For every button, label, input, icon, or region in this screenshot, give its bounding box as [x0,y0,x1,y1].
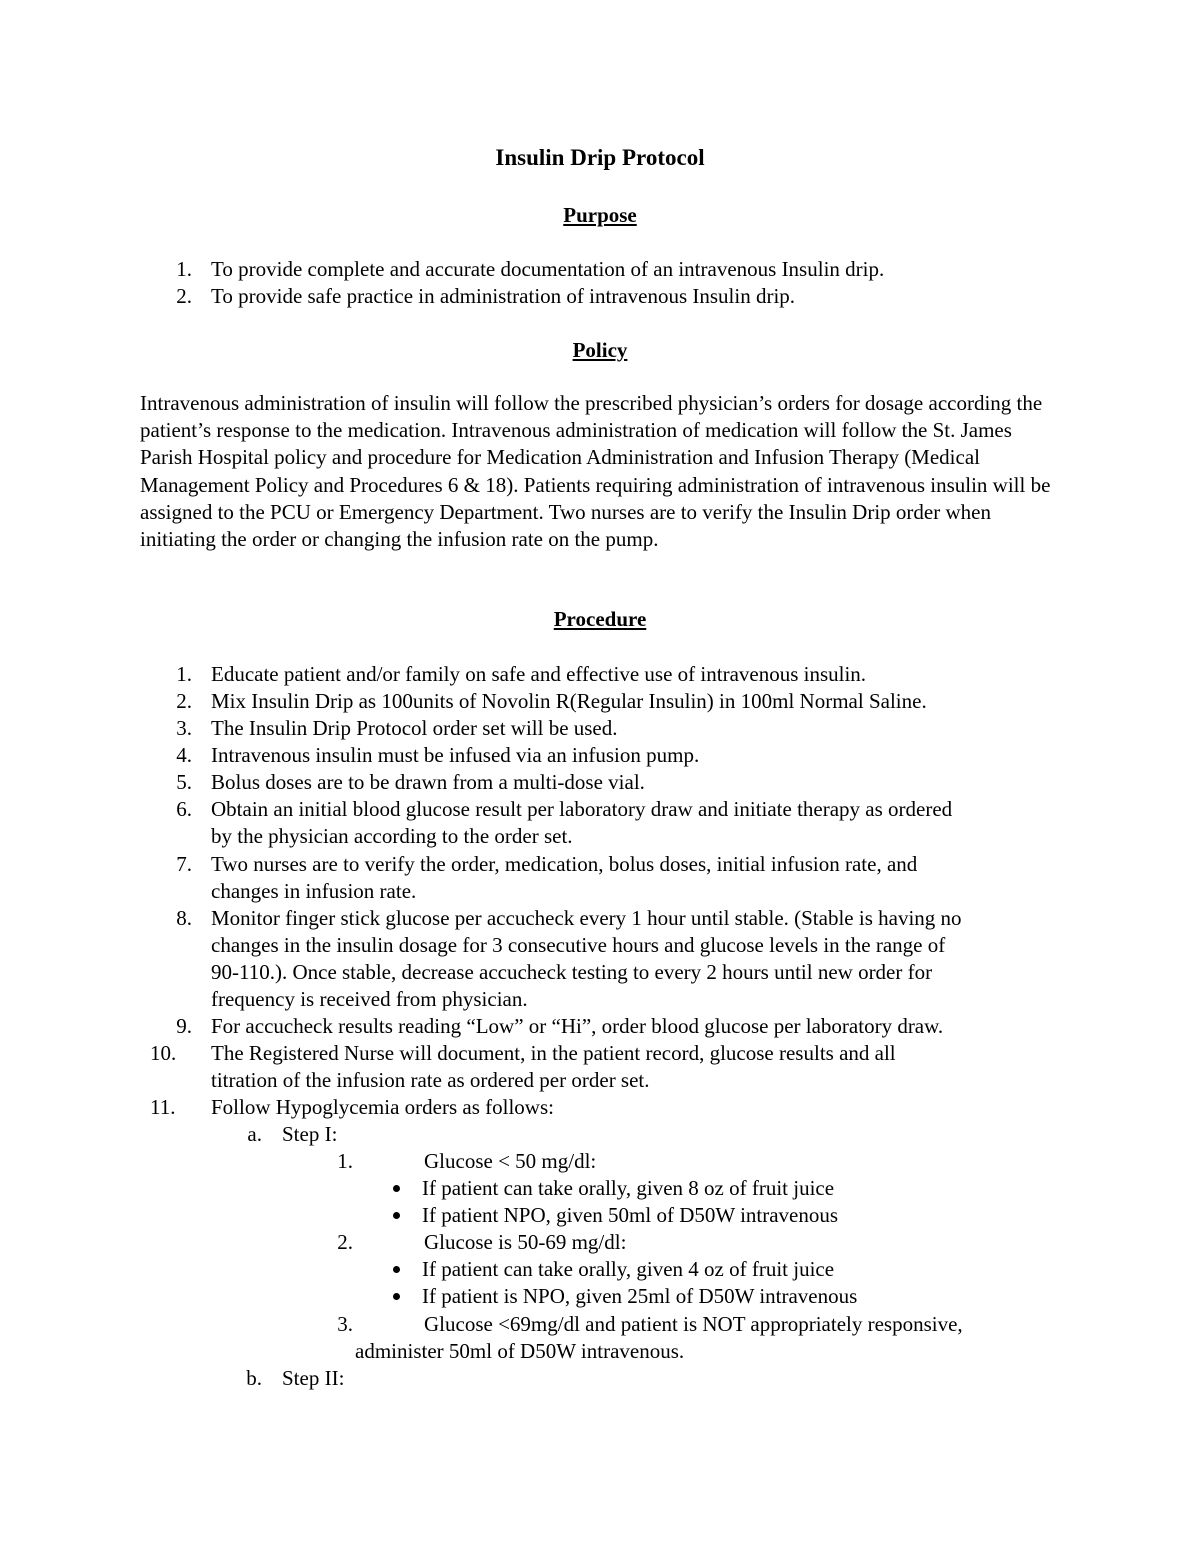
procedure-item-number: 5. [176,770,192,794]
purpose-item-number: 1. [176,257,192,281]
procedure-item-number: 1. [176,662,192,686]
sub-step-number: 1. [337,1149,353,1173]
procedure-item-number: 8. [176,906,192,930]
sub-step-text-continued: administer 50ml of D50W intravenous. [355,1339,685,1363]
bullet-icon [393,1212,400,1219]
procedure-item-number: 3. [176,716,192,740]
purpose-heading: Purpose [563,203,637,227]
policy-paragraph: Intravenous administration of insulin will follow the prescribed physician’s orders for dosage according the patient’s response to the medication. Intravenous administration of medication will follow the St. James Parish Hospital policy and procedure for Medication Administration and Infusion Therapy (Medical Management Policy and Procedures 6 & 18). Patients requiring administration of intravenous insulin will be assigned to the PCU or Emergency Department. Two nurses are to verify the Insulin Drip order when initiating the order or changing the infusion rate on the pump. [140,391,1051,552]
procedure-item-text: Educate patient and/or family on safe and effective use of intravenous insulin. [211,662,867,686]
procedure-item-text: by the physician according to the order set. [211,824,573,848]
procedure-item-text: Intravenous insulin must be infused via an infusion pump. [211,743,700,767]
procedure-item-number: 6. [176,797,192,821]
sub-step-number: 2. [337,1230,353,1254]
sub-step-text: Glucose < 50 mg/dl: [424,1149,597,1173]
purpose-item-text: To provide complete and accurate documentation of an intravenous Insulin drip. [211,257,885,281]
procedure-item-text: titration of the infusion rate as ordered per order set. [211,1068,650,1092]
procedure-item-number: 7. [176,852,192,876]
procedure-heading: Procedure [553,607,647,631]
procedure-item-number: 2. [176,689,192,713]
procedure-item-number: 11. [150,1095,176,1119]
bullet-text: If patient can take orally, given 8 oz of fruit juice [422,1176,835,1200]
procedure-item-text: Obtain an initial blood glucose result per laboratory draw and initiate therapy as ordered [211,797,953,821]
page-title: Insulin Drip Protocol [495,145,705,170]
procedure-item-text: 90-110.). Once stable, decrease accucheck testing to every 2 hours until new order for [211,960,933,984]
bullet-icon [393,1185,400,1192]
procedure-item-text: Follow Hypoglycemia orders as follows: [211,1095,554,1119]
step-text: Step I: [282,1122,338,1146]
procedure-item-text: The Registered Nurse will document, in the patient record, glucose results and all [211,1041,896,1065]
step-text: Step II: [282,1366,345,1390]
purpose-item-text: To provide safe practice in administration of intravenous Insulin drip. [211,284,796,308]
procedure-item-text: frequency is received from physician. [211,987,528,1011]
bullet-text: If patient can take orally, given 4 oz of fruit juice [422,1257,835,1281]
sub-step-text: Glucose <69mg/dl and patient is NOT appropriately responsive, [424,1312,963,1336]
procedure-item-text: changes in the insulin dosage for 3 consecutive hours and glucose levels in the range of [211,933,946,957]
bullet-text: If patient is NPO, given 25ml of D50W intravenous [422,1284,858,1308]
procedure-item-number: 9. [176,1014,192,1038]
procedure-item-text: Monitor finger stick glucose per accucheck every 1 hour until stable. (Stable is having no [211,906,962,930]
procedure-item-number: 10. [150,1041,177,1065]
purpose-item-number: 2. [176,284,192,308]
procedure-item-text: Mix Insulin Drip as 100units of Novolin R(Regular Insulin) in 100ml Normal Saline. [211,689,927,713]
step-label: a. [247,1122,262,1146]
procedure-item-text: Two nurses are to verify the order, medication, bolus doses, initial infusion rate, and [211,852,918,876]
bullet-icon [393,1266,400,1273]
procedure-item-text: For accucheck results reading “Low” or “Hi”, order blood glucose per laboratory draw. [211,1014,944,1038]
procedure-item-number: 4. [176,743,192,767]
policy-heading: Policy [572,338,628,362]
procedure-item-text: The Insulin Drip Protocol order set will be used. [211,716,618,740]
procedure-item-text: Bolus doses are to be drawn from a multi-dose vial. [211,770,645,794]
bullet-icon [393,1293,400,1300]
procedure-item-text: changes in infusion rate. [211,879,417,903]
sub-step-text: Glucose is 50-69 mg/dl: [424,1230,627,1254]
bullet-text: If patient NPO, given 50ml of D50W intravenous [422,1203,839,1227]
sub-step-number: 3. [337,1312,353,1336]
step-label: b. [246,1366,262,1390]
